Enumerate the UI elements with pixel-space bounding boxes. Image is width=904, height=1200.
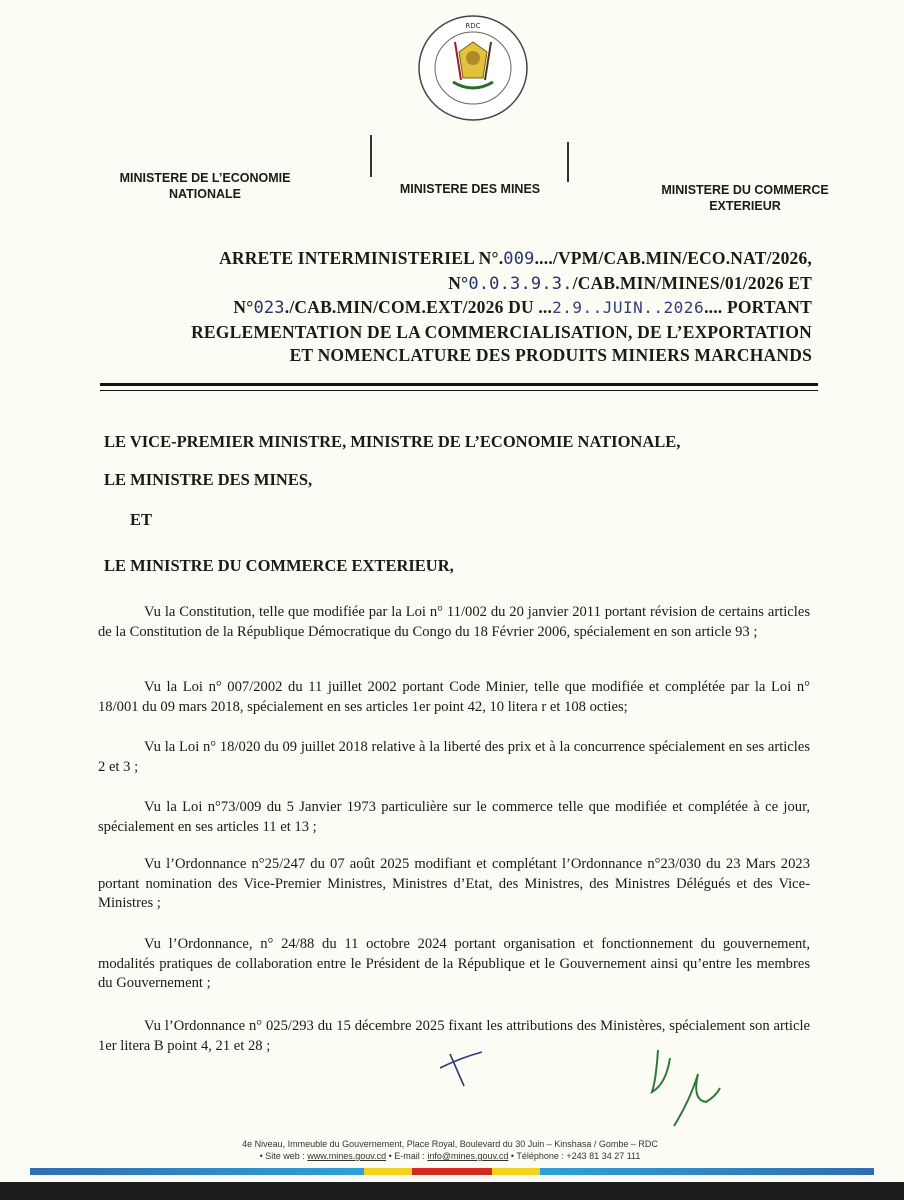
title-underline <box>100 383 818 386</box>
title-line-2: N°0.0.3.9.3./CAB.MIN/MINES/01/2026 ET <box>448 272 812 294</box>
ministry-economy-label: MINISTERE DE L’ECONOMIE NATIONALE <box>119 171 291 201</box>
consideration-paragraph: Vu la Loi n° 18/020 du 09 juillet 2018 relative à la liberté des prix et à la concurrence spécialement en ses articles 2 et 3 ; <box>98 739 810 775</box>
decree-title <box>112 247 812 368</box>
consideration-paragraph: Vu la Loi n° 007/2002 du 11 juillet 2002 portant Code Minier, telle que modifiée et complétée par la Loi n° 18/001 du 09 mars 2018, spécialement en ses articles 1er point 42, 10 litera r et 108 octies; <box>98 679 810 715</box>
title-underline <box>100 390 818 391</box>
footer-address: 4e Niveau, Immeuble du Gouvernement, Place Royal, Boulevard du 30 Juin – Kinshasa / Gombe – RDC <box>242 1139 658 1149</box>
title-line-4: REGLEMENTATION DE LA COMMERCIALISATION, DE L’EXPORTATION <box>191 321 812 342</box>
handwritten-number: 023 <box>253 298 285 318</box>
consideration-paragraph: Vu l’Ordonnance n°25/247 du 07 août 2025 modifiant et complétant l’Ordonnance n°23/030 du 23 Mars 2023 portant nomination des Vice-Premier Ministres, Ministres d’Etat, des Ministres, des Ministres Délégués et des Vice-Ministres ; <box>98 856 810 911</box>
initials-signatures-icon <box>420 1030 740 1130</box>
phone-number: +243 81 34 27 111 <box>566 1151 641 1161</box>
preamble-heading: ET <box>130 510 153 529</box>
consideration-paragraph: Vu l’Ordonnance n° 025/293 du 15 décembre 2025 fixant les attributions des Ministères, spécialement son article 1er litera B point 4, 21 et 28 ; <box>98 1018 810 1054</box>
header-separator <box>370 135 372 177</box>
title-line-5: ET NOMENCLATURE DES PRODUITS MINIERS MARCHANDS <box>289 345 812 365</box>
flag-color-bar <box>30 1168 874 1175</box>
page-footer: 4e Niveau, Immeuble du Gouvernement, Place Royal, Boulevard du 30 Juin – Kinshasa / Gombe – RDC • Site web : www.mines.gouv.cd • E-mail : info@mines.gouv.cd • Téléphone : +243 81 34 27 111 <box>150 1138 750 1162</box>
svg-text:RDC: RDC <box>465 22 481 30</box>
scan-edge <box>0 1182 904 1200</box>
handwritten-number: 009 <box>503 249 535 269</box>
consideration-paragraph: Vu la Constitution, telle que modifiée par la Loi n° 11/002 du 20 janvier 2011 portant révision de certains articles de la Constitution de la République Démocratique du Congo du 18 Février 2006, spécialement en son article 93 ; <box>98 604 810 640</box>
date-stamp: 2.9..JUIN..2026 <box>552 298 705 317</box>
title-line-3: N°023./CAB.MIN/COM.EXT/2026 DU ...2.9..JUIN..2026.... PORTANT <box>233 297 812 318</box>
ministry-commerce-label: MINISTERE DU COMMERCE EXTERIEUR <box>661 183 829 213</box>
header-separator <box>567 142 569 182</box>
preamble-heading: LE MINISTRE DES MINES, <box>104 470 313 489</box>
government-seal-icon <box>415 12 531 124</box>
email-link[interactable]: info@mines.gouv.cd <box>427 1151 509 1161</box>
title-line-1: ARRETE INTERMINISTERIEL N°.009..../VPM/CAB.MIN/ECO.NAT/2026, <box>219 248 812 269</box>
consideration-paragraph: Vu l’Ordonnance, n° 24/88 du 11 octobre 2024 portant organisation et fonctionnement du gouvernement, modalités pratiques de collaboration entre le Président de la République et le Gouvernement ainsi qu’entre les membres du Gouvernement ; <box>98 936 810 991</box>
ministry-mines-label: MINISTERE DES MINES <box>399 182 541 196</box>
handwritten-number: 0.0.3.9.3. <box>468 273 573 294</box>
preamble-heading: LE VICE-PREMIER MINISTRE, MINISTRE DE L’ECONOMIE NATIONALE, <box>104 432 681 451</box>
preamble-heading: LE MINISTRE DU COMMERCE EXTERIEUR, <box>104 556 454 575</box>
consideration-paragraph: Vu la Loi n°73/009 du 5 Janvier 1973 particulière sur le commerce telle que modifiée et complétée à ce jour, spécialement en ses articles 11 et 13 ; <box>98 799 810 835</box>
website-link[interactable]: www.mines.gouv.cd <box>307 1151 387 1161</box>
